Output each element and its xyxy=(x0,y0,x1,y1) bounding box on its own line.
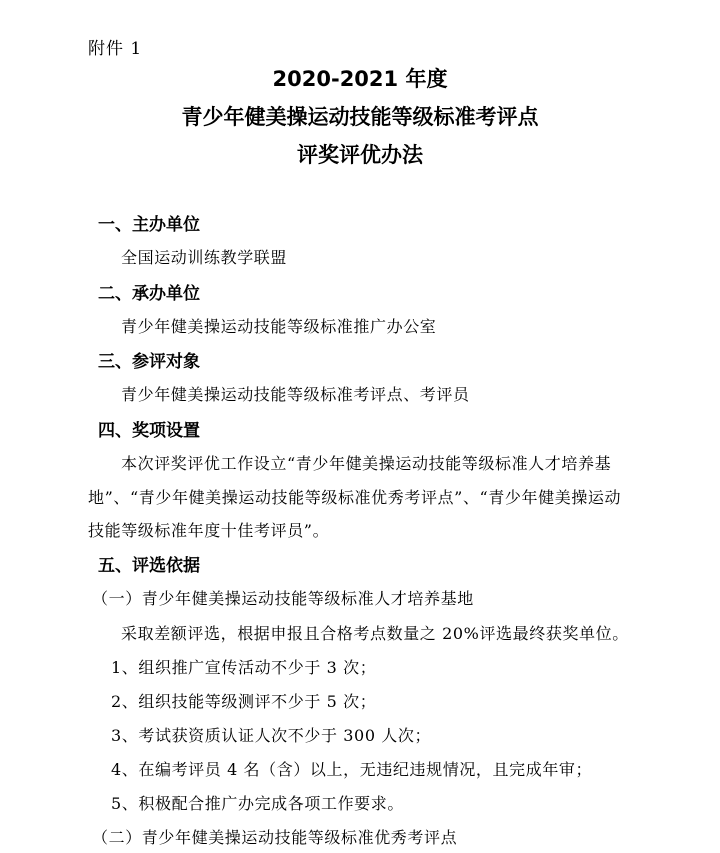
awards-paragraph-line: 地”、“青少年健美操运动技能等级标准优秀考评点”、“青少年健美操运动 xyxy=(88,488,622,507)
section-heading-host: 二、承办单位 xyxy=(98,284,200,304)
section-heading-criteria: 五、评选依据 xyxy=(98,556,200,576)
title-sub: 评奖评优办法 xyxy=(297,143,423,167)
subsection-title-excellent-site: （二）青少年健美操运动技能等级标准优秀考评点 xyxy=(92,828,458,847)
criteria-item: 4、在编考评员 4 名（含）以上，无违纪违规情况，且完成年审； xyxy=(111,760,593,779)
section-heading-organizer: 一、主办单位 xyxy=(98,215,200,235)
awards-paragraph-line: 技能等级标准年度十佳考评员”。 xyxy=(88,521,330,540)
title-main: 青少年健美操运动技能等级标准考评点 xyxy=(181,105,539,129)
awards-paragraph-line: 本次评奖评优工作设立“青少年健美操运动技能等级标准人才培养基 xyxy=(121,454,612,473)
criteria-item: 2、组织技能等级测评不少于 5 次； xyxy=(111,692,377,711)
criteria-intro: 采取差额评选，根据申报且合格考点数量之 20%评选最终获奖单位。 xyxy=(121,624,629,643)
section-body-participants: 青少年健美操运动技能等级标准考评点、考评员 xyxy=(121,385,470,404)
criteria-item: 5、积极配合推广办完成各项工作要求。 xyxy=(111,794,404,813)
title-year: 2020-2021 年度 xyxy=(272,67,448,91)
subsection-title-training-base: （一）青少年健美操运动技能等级标准人才培养基地 xyxy=(92,589,474,608)
section-heading-participants: 三、参评对象 xyxy=(98,352,200,372)
section-body-organizer: 全国运动训练教学联盟 xyxy=(121,248,288,267)
criteria-item: 1、组织推广宣传活动不少于 3 次； xyxy=(111,658,377,677)
criteria-item: 3、考试获资质认证人次不少于 300 人次； xyxy=(111,726,432,745)
section-heading-awards: 四、奖项设置 xyxy=(98,421,200,441)
annex-label: 附件 1 xyxy=(88,39,143,59)
section-body-host: 青少年健美操运动技能等级标准推广办公室 xyxy=(121,317,437,336)
